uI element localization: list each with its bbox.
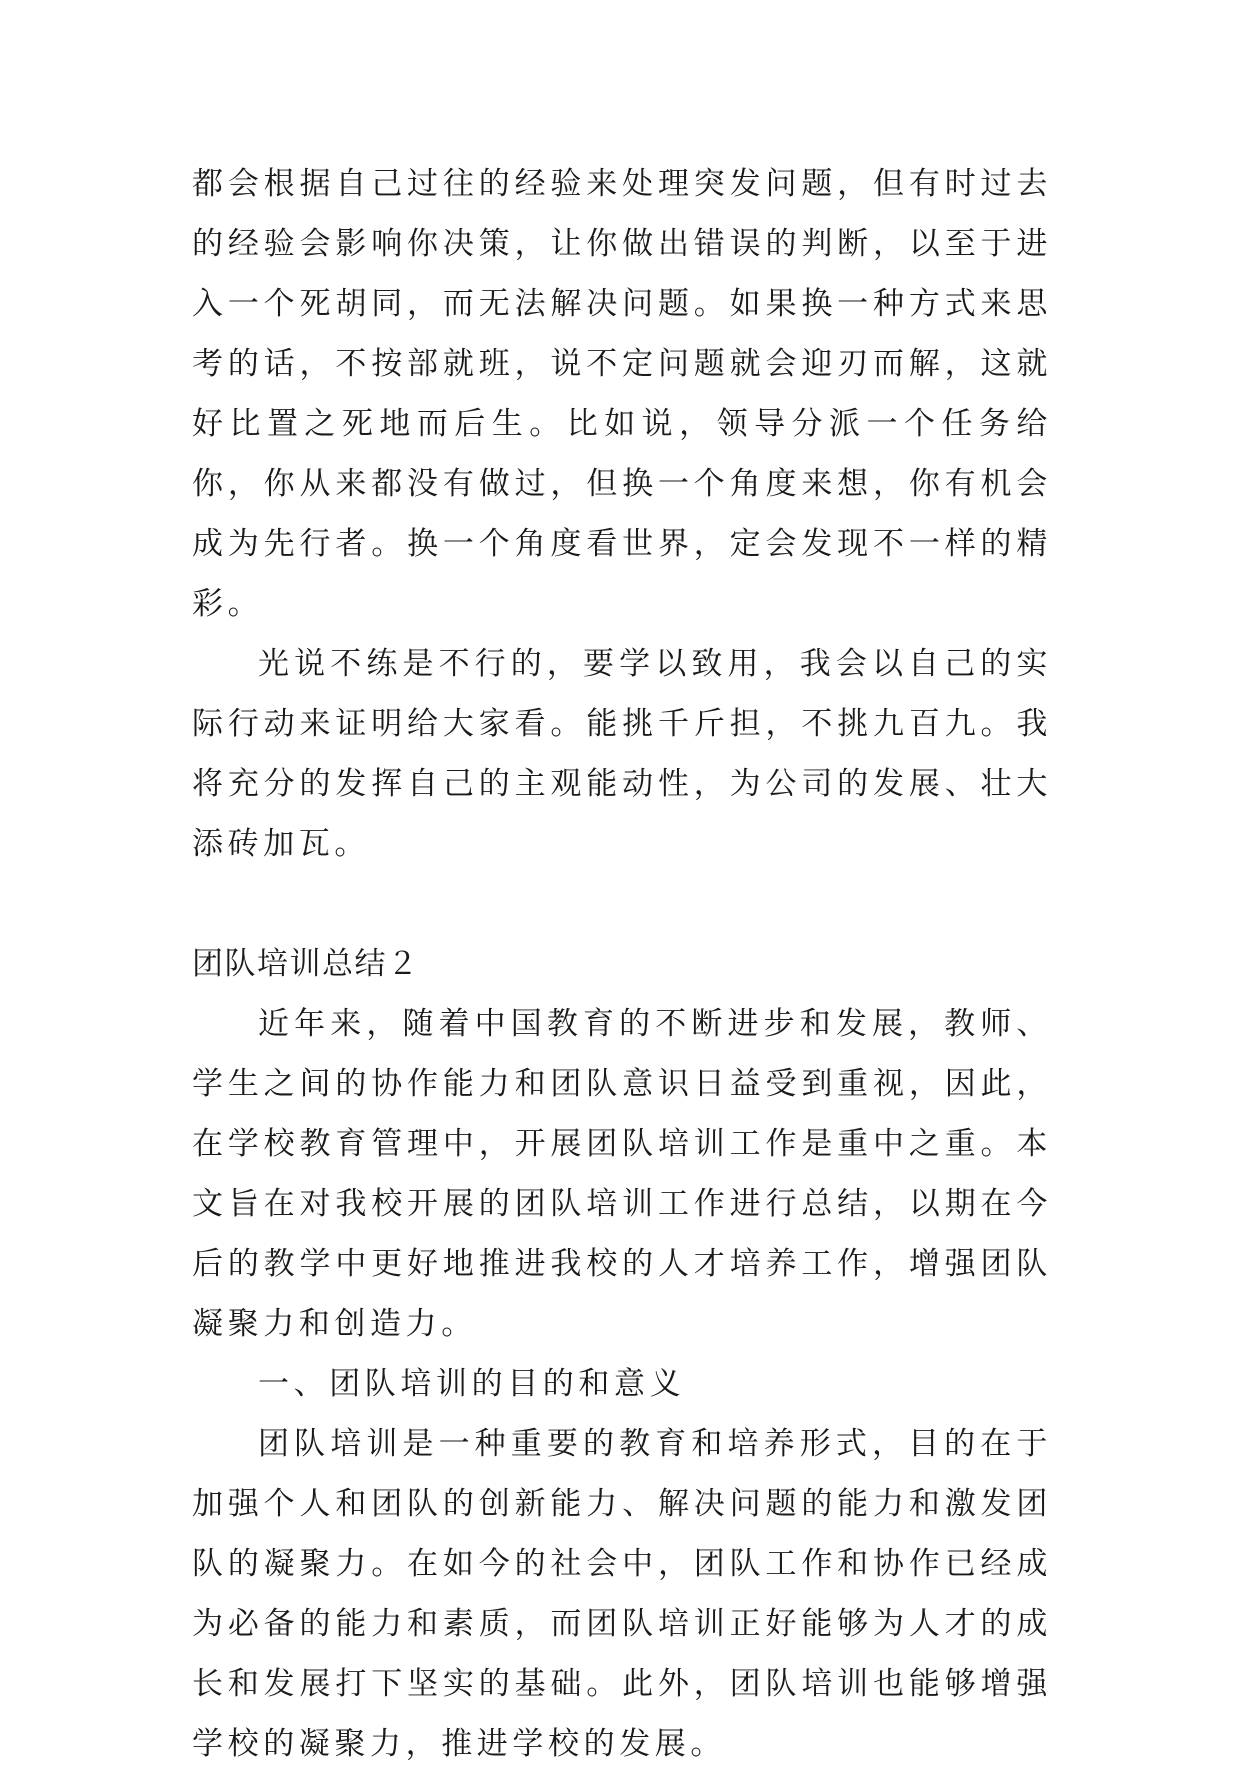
paragraph-spacer <box>192 874 1052 934</box>
paragraph-intro: 近年来，随着中国教育的不断进步和发展，教师、学生之间的协作能力和团队意识日益受到重视，因此，在学校教育管理中，开展团队培训工作是重中之重。本文旨在对我校开展的团队培训工作进行总结，以期在今后的教学中更好地推进我校的人才培养工作，增强团队凝聚力和创造力。 <box>192 1006 1052 1342</box>
section-title: 团队培训总结２ <box>192 946 420 982</box>
subheading-purpose: 一、团队培训的目的和意义 <box>258 1366 686 1402</box>
paragraph-action: 光说不练是不行的，要学以致用，我会以自己的实际行动来证明给大家看。能挑千斤担，不挑九百九。我将充分的发挥自己的主观能动性，为公司的发展、壮大添砖加瓦。 <box>192 646 1052 862</box>
paragraph-continued: 都会根据自己过往的经验来处理突发问题，但有时过去的经验会影响你决策，让你做出错误的判断，以至于进入一个死胡同，而无法解决问题。如果换一种方式来思考的话，不按部就班，说不定问题就会迎刃而解，这就好比置之死地而后生。比如说，领导分派一个任务给你，你从来都没有做过，但换一个角度来想，你有机会成为先行者。换一个角度看世界，定会发现不一样的精彩。 <box>192 166 1052 622</box>
document-body <box>192 154 1052 1774</box>
paragraph-purpose: 团队培训是一种重要的教育和培养形式，目的在于加强个人和团队的创新能力、解决问题的能力和激发团队的凝聚力。在如今的社会中，团队工作和协作已经成为必备的能力和素质，而团队培训正好能够为人才的成长和发展打下坚实的基础。此外，团队培训也能够增强学校的凝聚力，推进学校的发展。 <box>192 1426 1052 1762</box>
